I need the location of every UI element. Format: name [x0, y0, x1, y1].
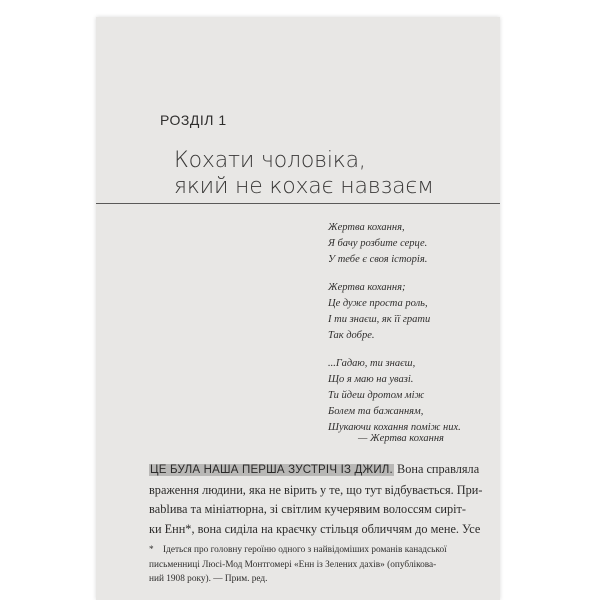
- epigraph-line: Болем та бажанням,: [328, 406, 424, 417]
- epigraph-line: Ти йдеш дротом між: [328, 390, 425, 401]
- epigraph-line: Шукаючи кохання поміж них.: [328, 422, 461, 433]
- body-line-text: Вона справляла: [393, 462, 480, 476]
- epigraph-stanza: [328, 356, 498, 436]
- epigraph-line: У тебе є своя історія.: [328, 254, 428, 265]
- footnote-line: ний 1908 року). — Прим. ред.: [149, 574, 268, 584]
- epigraph-line: Це дуже проста роль,: [328, 298, 428, 309]
- body-line: враження людини, яка не вірить у те, що тут відбувається. При-: [149, 482, 483, 497]
- chapter-title: [174, 148, 494, 200]
- footnote-line: [149, 543, 487, 558]
- chapter-title-line: Кохати чоловіка,: [174, 148, 366, 173]
- epigraph-line: Так добре.: [328, 330, 375, 341]
- footnote-marker: *: [149, 545, 154, 555]
- epigraph-line: ...Гадаю, ти знаєш,: [328, 358, 416, 369]
- body-line: [149, 460, 487, 481]
- title-divider: [96, 203, 500, 204]
- epigraph-attribution: — Жертва кохання: [358, 433, 444, 444]
- chapter-label: РОЗДІЛ 1: [160, 112, 227, 128]
- body-paragraph: [149, 460, 487, 539]
- epigraph-line: І ти знаєш, як її грати: [328, 314, 431, 325]
- epigraph-line: Жертва кохання,: [328, 222, 405, 233]
- epigraph-stanza: [328, 220, 498, 268]
- footnote-line-text: Ідеться про головну героїню одного з найвідоміших романів канадської: [163, 545, 447, 555]
- epigraph-line: Жертва кохання;: [328, 282, 406, 293]
- body-line: ки Енн*, вона сиділа на краєчку стільця обличчям до мене. Усе: [149, 521, 481, 536]
- epigraph: [328, 220, 498, 448]
- highlighted-lead-in: ЦЕ БУЛА НАША ПЕРША ЗУСТРІЧ ІЗ ДЖИЛ.: [150, 464, 393, 476]
- footnote-line: письменниці Люсі-Мод Монтгомері «Енн із Зелених дахів» (опублікова-: [149, 559, 437, 570]
- epigraph-line: Я бачу розбите серце.: [328, 238, 428, 249]
- epigraph-stanza: [328, 280, 498, 344]
- chapter-title-line: який не кохає навзаєм: [174, 174, 434, 199]
- footnote: [149, 543, 487, 587]
- body-line: вablива та мініатюрна, зі світлим кучерявим волоссям сиріт-: [149, 502, 466, 516]
- epigraph-line: Що я маю на увазі.: [328, 374, 414, 385]
- book-page: [96, 17, 500, 600]
